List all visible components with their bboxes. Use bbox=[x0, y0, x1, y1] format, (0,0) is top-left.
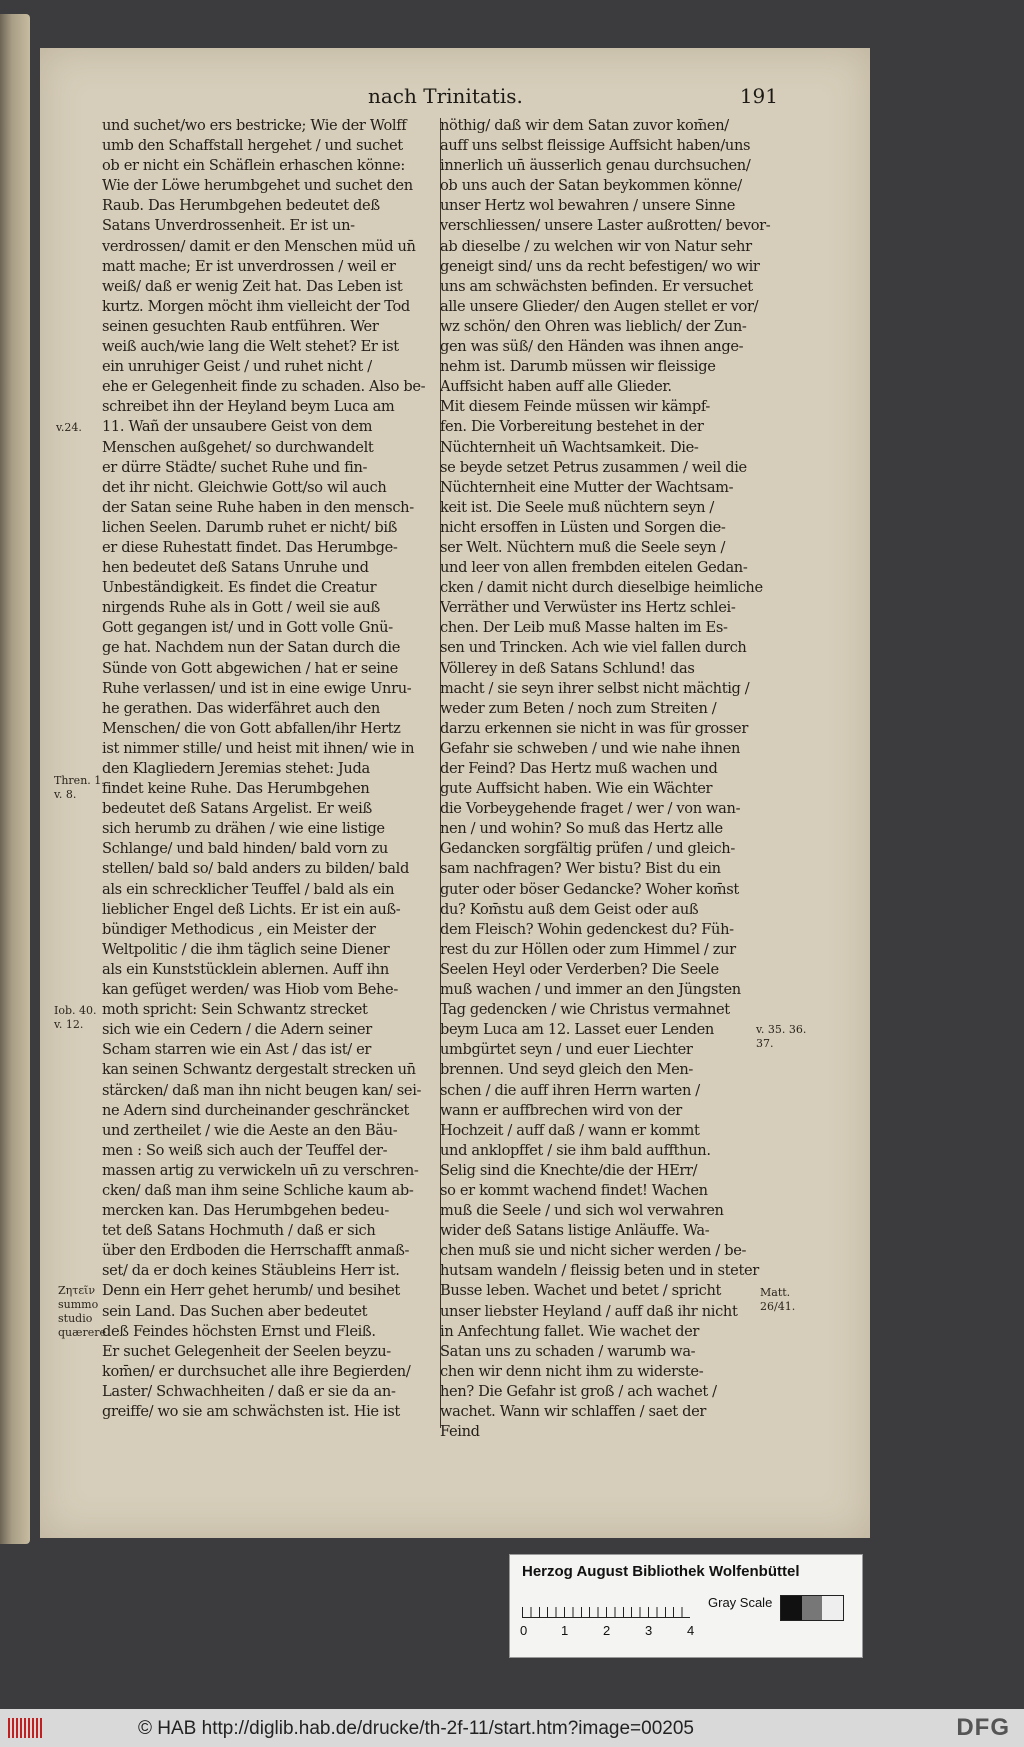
text-line: Er suchet Gelegenheit der Seelen beyzu- bbox=[102, 1342, 391, 1360]
text-line: nen / und wohin? So muß das Hertz alle bbox=[440, 820, 723, 838]
text-line: fen. Die Vorbereitung bestehet in der bbox=[440, 418, 704, 436]
text-line: Satan uns zu schaden / warumb wa- bbox=[440, 1342, 696, 1360]
text-line: Völlerey in deß Satans Schlund! das bbox=[440, 659, 695, 677]
book-page bbox=[40, 48, 870, 1538]
text-line: moth spricht: Sein Schwantz strecket bbox=[102, 1001, 368, 1019]
text-line: Scham starren wie ein Ast / das ist/ er bbox=[102, 1041, 372, 1059]
text-line: tet deß Satans Hochmuth / daß er sich bbox=[102, 1222, 376, 1240]
previous-page-edge bbox=[0, 14, 30, 1544]
text-line: Hochzeit / auff daß / wann er kommt bbox=[440, 1121, 700, 1139]
text-line: umb den Schaffstall hergehet / und suchet bbox=[102, 137, 403, 155]
text-line: nicht ersoffen in Lüsten und Sorgen die- bbox=[440, 518, 726, 536]
text-line: Feind bbox=[440, 1423, 480, 1441]
text-line: sich herumb zu drähen / wie eine listige bbox=[102, 820, 385, 838]
text-line: seinen gesuchten Raub entführen. Wer bbox=[102, 317, 379, 335]
text-line: Tag gedencken / wie Christus vermahnet bbox=[440, 1001, 730, 1019]
text-line: Sünde von Gott abgewichen / hat er seine bbox=[102, 659, 398, 677]
text-line: der Satan seine Ruhe haben in den mensch- bbox=[102, 498, 414, 516]
text-line: dem Fleisch? Wohin gedenckest du? Füh- bbox=[440, 920, 734, 938]
text-line: die Vorbeygehende fraget / wer / von wan- bbox=[440, 800, 741, 818]
gray-scale-swatches bbox=[780, 1595, 844, 1621]
text-line: ab dieselbe / zu welchen wir von Natur sehr bbox=[440, 237, 752, 255]
text-line: guter oder böser Gedancke? Woher kom̄st bbox=[440, 880, 739, 898]
text-line: ob uns auch der Satan beykommen könne/ bbox=[440, 177, 742, 195]
text-line: Seelen Heyl oder Verderben? Die Seele bbox=[440, 960, 719, 978]
text-line: keit ist. Die Seele muß nüchtern seyn / bbox=[440, 498, 714, 516]
text-line: he gerathen. Das widerfähret auch den bbox=[102, 699, 380, 717]
text-line: als ein schrecklicher Teuffel / bald als ein bbox=[102, 880, 395, 898]
text-line: 11. Wañ der unsaubere Geist von dem bbox=[102, 418, 373, 436]
text-line: Nüchternheit eine Mutter der Wachtsam- bbox=[440, 478, 734, 496]
text-line: so er kommt wachend findet! Wachen bbox=[440, 1181, 708, 1199]
text-line: als ein Kunststücklein ablernen. Auff ihn bbox=[102, 960, 389, 978]
text-line: lichen Seelen. Darumb ruhet er nicht/ biß bbox=[102, 518, 398, 536]
text-line: in Anfechtung fallet. Wie wachet der bbox=[440, 1322, 700, 1340]
text-line: weiß/ daß er wenig Zeit hat. Das Leben ist bbox=[102, 277, 403, 295]
ruler-scale bbox=[522, 1595, 690, 1618]
library-name: Herzog August Bibliothek Wolfenbüttel bbox=[522, 1563, 800, 1580]
text-line: hutsam wandeln / fleissig beten und in steter bbox=[440, 1262, 759, 1280]
text-line: er dürre Städte/ suchet Ruhe und fin- bbox=[102, 458, 368, 476]
text-line: det ihr nicht. Gleichwie Gott/so wil auch bbox=[102, 478, 387, 496]
text-line: unser liebster Heyland / auff daß ihr nicht bbox=[440, 1302, 738, 1320]
text-line: er diese Ruhestatt findet. Das Herumbge- bbox=[102, 538, 398, 556]
text-line: ist nimmer stille/ und heist mit ihnen/ wie in bbox=[102, 739, 415, 757]
text-line: und leer von allen frembden eitelen Gedan- bbox=[440, 559, 748, 577]
margin-note-luke: v.24. bbox=[56, 421, 82, 434]
text-line: matt mache; Er ist unverdrossen / weil er bbox=[102, 257, 396, 275]
text-line: unser Hertz wol bewahren / unsere Sinne bbox=[440, 197, 736, 215]
text-line: massen artig zu verwickeln un̄ zu verschren- bbox=[102, 1161, 419, 1179]
text-line: der Feind? Das Hertz muß wachen und bbox=[440, 760, 718, 777]
text-line: geneigt sind/ uns da recht befestigen/ wo wir bbox=[440, 257, 760, 275]
text-line: rest du zur Höllen oder zum Himmel / zur bbox=[440, 940, 736, 958]
text-line: hen bedeutet deß Satans Unruhe und bbox=[102, 559, 369, 577]
text-line: findet keine Ruhe. Das Herumbgehen bbox=[102, 780, 370, 798]
text-line: Auffsicht haben auff alle Glieder. bbox=[440, 378, 672, 396]
text-line: sen und Trincken. Ach wie viel fallen durch bbox=[440, 639, 747, 657]
text-line: cken/ daß man ihm seine Schliche kaum ab- bbox=[102, 1181, 414, 1199]
margin-note-zeteiv: Ζητεῖν summo studio quærere bbox=[58, 1284, 107, 1339]
text-line: gen was süß/ den Händen was ihnen ange- bbox=[440, 338, 744, 356]
text-line: und suchet/wo ers bestricke; Wie der Wolff bbox=[102, 117, 407, 134]
text-line: wann er auffbrechen wird von der bbox=[440, 1101, 682, 1119]
text-line: chen. Der Leib muß Masse halten im Es- bbox=[440, 619, 728, 637]
text-line: muß die Seele / und sich wol verwahren bbox=[440, 1202, 724, 1220]
text-line: ge hat. Nachdem nun der Satan durch die bbox=[102, 639, 401, 657]
text-line: Ruhe verlassen/ und ist in eine ewige Unru- bbox=[102, 679, 412, 697]
text-line: innerlich un̄ äusserlich genau durchsuchen/ bbox=[440, 157, 751, 175]
text-line: Menschen/ die von Gott abfallen/ihr Hertz bbox=[102, 719, 401, 737]
text-line: Raub. Das Herumbgehen bedeutet deß bbox=[102, 197, 380, 215]
text-line: chen muß sie und nicht sicher werden / be- bbox=[440, 1242, 747, 1260]
text-line: set/ da er doch keines Stäubleins Herr ist. bbox=[102, 1262, 400, 1280]
text-line: Mit diesem Feinde müssen wir kämpf- bbox=[440, 398, 710, 416]
right-text-column bbox=[440, 116, 810, 1442]
text-line: verschliessen/ unsere Laster außrotten/ bevor- bbox=[440, 217, 771, 235]
text-line: ob er nicht ein Schäflein erhaschen könne: bbox=[102, 157, 405, 175]
text-line: Gott gegangen ist/ und in Gott volle Gnü- bbox=[102, 619, 393, 637]
text-line: wachet. Wann wir schlaffen / saet der bbox=[440, 1403, 706, 1420]
text-line: mercken kan. Das Herumbgehen bedeu- bbox=[102, 1202, 389, 1220]
text-line: Unbeständigkeit. Es findet die Creatur bbox=[102, 579, 377, 597]
text-line: Gedancken sorgfältig prüfen / und gleich- bbox=[440, 840, 735, 858]
text-line: ehe er Gelegenheit finde zu schaden. Also be- bbox=[102, 378, 426, 396]
text-line: gute Auffsicht haben. Wie ein Wächter bbox=[440, 780, 713, 798]
text-line: weiß auch/wie lang die Welt stehet? Er ist bbox=[102, 338, 399, 356]
text-line: cken / damit nicht durch dieselbige heimliche bbox=[440, 579, 763, 597]
text-line: Verräther und Verwüster ins Hertz schlei- bbox=[440, 599, 736, 617]
text-line: Gefahr sie schweben / und wie nahe ihnen bbox=[440, 739, 741, 757]
hab-logo-icon bbox=[8, 1718, 42, 1738]
text-line: lieblicher Engel deß Lichts. Er ist ein auß- bbox=[102, 900, 401, 918]
text-line: und anklopffet / sie ihm bald auffthun. bbox=[440, 1141, 711, 1159]
margin-note-threni: Thren. 1. v. 8. bbox=[54, 774, 105, 801]
ruler-number: 1 bbox=[561, 1623, 569, 1638]
footer-bar bbox=[0, 1709, 1024, 1747]
text-line: Menschen außgehet/ so durchwandelt bbox=[102, 438, 374, 456]
copyright-link[interactable]: © HAB http://diglib.hab.de/drucke/th-2f-11/start.htm?image=00205 bbox=[138, 1718, 694, 1739]
text-line: du? Kom̄stu auß dem Geist oder auß bbox=[440, 900, 699, 918]
text-line: deß Feindes höchsten Ernst und Fleiß. bbox=[102, 1322, 376, 1340]
ruler-number: 0 bbox=[520, 1623, 528, 1638]
text-line: se beyde setzet Petrus zusammen / weil die bbox=[440, 458, 747, 476]
text-line: darzu erkennen sie nicht in was für grosser bbox=[440, 719, 748, 737]
margin-note-matt: Matt. 26/41. bbox=[760, 1286, 796, 1313]
text-line: über den Erdboden die Herrschafft anmaß- bbox=[102, 1242, 410, 1260]
color-scale-card bbox=[509, 1554, 863, 1658]
left-text-column bbox=[102, 116, 470, 1422]
text-line: nirgends Ruhe als in Gott / weil sie auß bbox=[102, 599, 380, 617]
text-line: beym Luca am 12. Lasset euer Lenden bbox=[440, 1021, 714, 1039]
text-line: weder zum Beten / noch zum Streiten / bbox=[440, 699, 717, 717]
text-line: bedeutet deß Satans Argelist. Er weiß bbox=[102, 800, 372, 818]
text-line: macht / sie seyn ihrer selbst nicht mächtig / bbox=[440, 679, 750, 697]
text-line: hen? Die Gefahr ist groß / ach wachet / bbox=[440, 1382, 717, 1400]
text-line: verdrossen/ damit er den Menschen müd un̄ bbox=[102, 237, 416, 255]
text-line: ein unruhiger Geist / und ruhet nicht / bbox=[102, 358, 372, 376]
text-line: schen / die auff ihren Herrn warten / bbox=[440, 1081, 700, 1099]
dfg-logo: DFG bbox=[956, 1714, 1010, 1741]
text-line: ser Welt. Nüchtern muß die Seele seyn / bbox=[440, 538, 726, 556]
text-line: nöthig/ daß wir dem Satan zuvor kom̄en/ bbox=[440, 117, 729, 134]
ruler-number: 3 bbox=[645, 1623, 653, 1638]
text-line: Satans Unverdrossenheit. Er ist un- bbox=[102, 217, 355, 235]
text-line: brennen. Und seyd gleich den Men- bbox=[440, 1061, 693, 1079]
text-line: den Klagliedern Jeremias stehet: Juda bbox=[102, 760, 370, 777]
text-line: Nüchternheit un̄ Wachtsamkeit. Die- bbox=[440, 438, 699, 456]
margin-note-luke-right: v. 35. 36. 37. bbox=[756, 1023, 807, 1050]
text-line: wider deß Satans listige Anläuffe. Wa- bbox=[440, 1222, 710, 1240]
text-line: ne Adern sind durcheinander geschräncket bbox=[102, 1101, 410, 1119]
page-header bbox=[40, 84, 870, 114]
ruler-number: 4 bbox=[687, 1623, 695, 1638]
text-line: kurtz. Morgen möcht ihm vielleicht der Tod bbox=[102, 297, 410, 315]
page-number: 191 bbox=[739, 84, 778, 108]
text-line: chen wir denn nicht ihm zu widerste- bbox=[440, 1362, 704, 1380]
text-line: nehm ist. Darumb müssen wir fleissige bbox=[440, 358, 716, 376]
text-line: Selig sind die Knechte/die der HErr/ bbox=[440, 1161, 698, 1179]
text-line: schreibet ihn der Heyland beym Luca am bbox=[102, 398, 395, 416]
text-line: auff uns selbst fleissige Auffsicht haben/uns bbox=[440, 137, 751, 155]
running-title: nach Trinitatis. bbox=[368, 84, 523, 108]
text-line: sam nachfragen? Wer bistu? Bist du ein bbox=[440, 860, 721, 878]
ruler-number: 2 bbox=[603, 1623, 611, 1638]
text-line: Busse leben. Wachet und betet / spricht bbox=[440, 1282, 722, 1300]
text-line: stellen/ bald so/ bald anders zu bilden/ bald bbox=[102, 860, 409, 878]
text-line: kan seinen Schwantz dergestalt strecken un̄ bbox=[102, 1061, 416, 1079]
text-line: alle unsere Glieder/ den Augen stellet er vor/ bbox=[440, 297, 759, 315]
text-line: umbgürtet seyn / und euer Liechter bbox=[440, 1041, 693, 1059]
text-line: wz schön/ den Ohren was lieblich/ der Zun- bbox=[440, 317, 747, 335]
margin-note-job: Iob. 40. v. 12. bbox=[54, 1004, 97, 1031]
text-line: sein Land. Das Suchen aber bedeutet bbox=[102, 1302, 368, 1320]
text-line: uns am schwächsten befinden. Er versuchet bbox=[440, 277, 753, 295]
text-line: bündiger Methodicus , ein Meister der bbox=[102, 920, 376, 938]
text-line: Laster/ Schwachheiten / daß er sie da an- bbox=[102, 1382, 396, 1400]
text-line: Weltpolitic / die ihm täglich seine Diener bbox=[102, 940, 390, 958]
gray-scale-label: Gray Scale bbox=[708, 1595, 773, 1610]
text-line: greiffe/ wo sie am schwächsten ist. Hie ist bbox=[102, 1403, 400, 1420]
text-line: sich wie ein Cedern / die Adern seiner bbox=[102, 1021, 372, 1039]
text-line: muß wachen / und immer an den Jüngsten bbox=[440, 981, 741, 999]
text-line: kom̄en/ er durchsuchet alle ihre Begierden/ bbox=[102, 1362, 411, 1380]
text-line: Denn ein Herr gehet herumb/ und besihet bbox=[102, 1282, 400, 1300]
text-line: stärcken/ daß man ihn nicht beugen kan/ sei- bbox=[102, 1081, 422, 1099]
text-line: Wie der Löwe herumbgehet und suchet den bbox=[102, 177, 413, 195]
text-line: kan gefüget werden/ was Hiob vom Behe- bbox=[102, 981, 398, 999]
text-line: men : So weiß sich auch der Teuffel der- bbox=[102, 1141, 388, 1159]
text-line: Schlange/ und bald hinden/ bald vorn zu bbox=[102, 840, 388, 858]
text-line: und zertheilet / wie die Aeste an den Bäu- bbox=[102, 1121, 398, 1139]
